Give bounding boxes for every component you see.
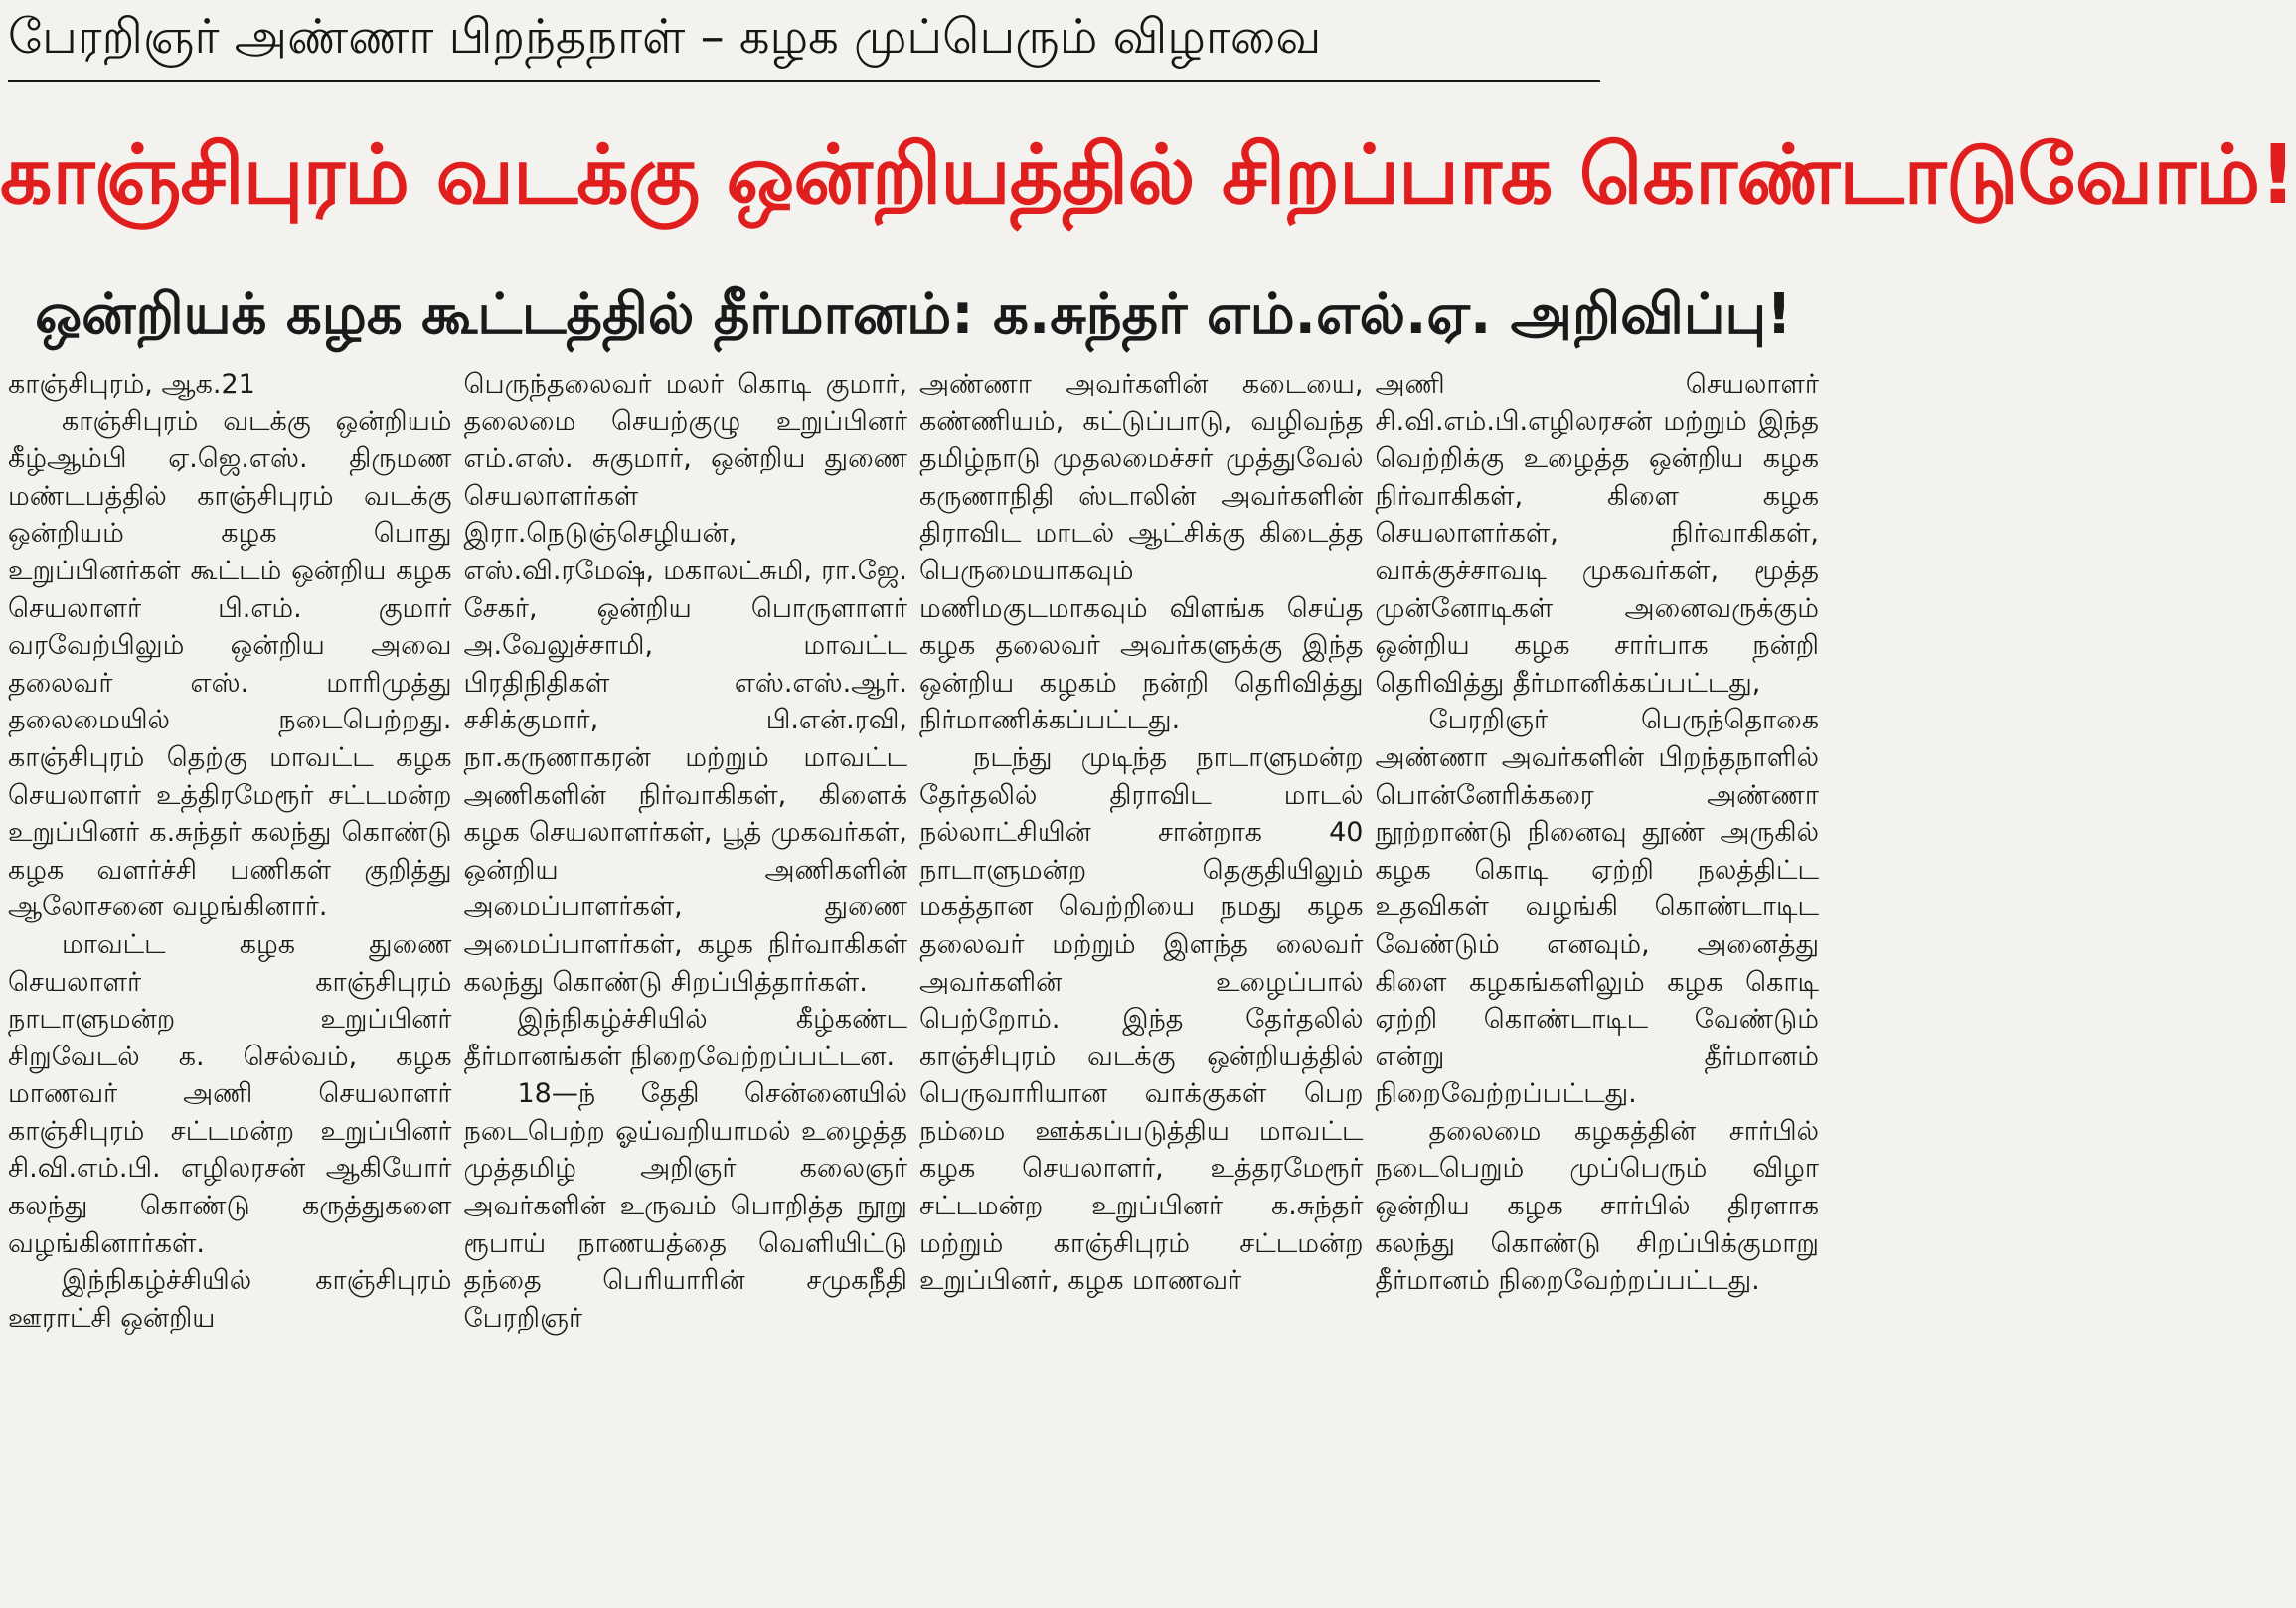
article-paragraph: இந்நிகழ்ச்சியில் கீழ்கண்ட தீர்மானங்கள் நிறைவேற்றப்பட்டன. [463, 1004, 907, 1072]
article-paragraph: தலைமை கழகத்தின் சார்பில் நடைபெறும் முப்பெரும் விழா ஒன்றிய கழக சார்பில் திரளாக கலந்து கொண்டு சிறப்பிக்குமாறு தீர்மானம் நிறைவேற்றப்பட்டது. [1375, 1115, 1819, 1297]
article-body [8, 366, 1819, 1602]
article-paragraph: அண்ணா அவர்களின் கடையை, கண்ணியம், கட்டுப்பாடு, வழிவந்த தமிழ்நாடு முதலமைச்சர் முத்துவேல் கருணாநிதி ஸ்டாலின் அவர்களின் திராவிட மாடல் ஆட்சிக்கு கிடைத்த பெருமையாகவும் மணிமகுடமாகவும் விளங்க செய்த கழக தலைவர் அவர்களுக்கு இந்த ஒன்றிய கழகம் நன்றி தெரிவித்து நிர்மாணிக்கப்பட்டது. [919, 369, 1364, 736]
article-paragraph: காஞ்சிபுரம் வடக்கு ஒன்றியம் கீழ்ஆம்பி ஏ.ஜெ.எஸ். திருமண மண்டபத்தில் காஞ்சிபுரம் வடக்கு ஒன்றியம் கழக பொது உறுப்பினர்கள் கூட்டம் ஒன்றிய கழக செயலாளர் பி.எம். குமார் வரவேற்பிலும் ஒன்றிய அவை தலைவர் எஸ். மாரிமுத்து தலைமையில் நடைபெற்றது. காஞ்சிபுரம் தெற்கு மாவட்ட கழக செயலாளர் உத்திரமேரூர் சட்டமன்ற உறுப்பினர் க.சுந்தர் கலந்து கொண்டு கழக வளர்ச்சி பணிகள் குறித்து ஆலோசனை வழங்கினார். [8, 405, 452, 923]
kicker-underline [8, 80, 1600, 82]
article-column-2 [464, 366, 908, 1602]
article-paragraph: 18—ந் தேதி சென்னையில் நடைபெற்ற ஓய்வறியாமல் உழைத்த முத்தமிழ் அறிஞர் கலைஞர் அவர்களின் உருவம் பொறித்த நூறு ரூபாய் நாணயத்தை வெளியிட்டு தந்தை பெரியாரின் சமுகநீதி பேரறிஞர் [463, 1078, 907, 1334]
article-paragraph: பெருந்தலைவர் மலர் கொடி குமார், தலைமை செயற்குழு உறுப்பினர் எம்.எஸ். சுகுமார், ஒன்றிய துணை செயலாளர்கள் இரா.நெடுஞ்செழியன், எஸ்.வி.ரமேஷ், மகாலட்சுமி, ரா.ஜே. சேகர், ஒன்றிய பொருளாளர் அ.வேலுச்சாமி, மாவட்ட பிரதிநிதிகள் எஸ்.எஸ்.ஆர். சசிக்குமார், பி.என்.ரவி, நா.கருணாகரன் மற்றும் மாவட்ட அணிகளின் நிர்வாகிகள், கிளைக் கழக செயலாளர்கள், பூத் முகவர்கள், ஒன்றிய அணிகளின் அமைப்பாளர்கள், துணை அமைப்பாளர்கள், கழக நிர்வாகிகள் கலந்து கொண்டு சிறப்பித்தார்கள். [463, 369, 907, 998]
article-paragraph: இந்நிகழ்ச்சியில் காஞ்சிபுரம் ஊராட்சி ஒன்றிய [8, 1265, 452, 1334]
dateline: காஞ்சிபுரம், ஆக.21 [8, 369, 255, 400]
article-paragraph: நடந்து முடிந்த நாடாளுமன்ற தேர்தலில் திராவிட மாடல் நல்லாட்சியின் சான்றாக 40 நாடாளுமன்ற தெகுதியிலும் மகத்தான வெற்றியை நமது கழக தலைவர் மற்றும் இளந்த லைவர் அவர்களின் உழைப்பால் பெற்றோம். இந்த தேர்தலில் காஞ்சிபுரம் வடக்கு ஒன்றியத்தில் பெருவாரியான வாக்குகள் பெற நம்மை ஊக்கப்படுத்திய மாவட்ட கழக செயலாளர், உத்தரமேரூர் சட்டமன்ற உறுப்பினர் க.சுந்தர் மற்றும் காஞ்சிபுரம் சட்டமன்ற உறுப்பினர், கழக மாணவர் [919, 741, 1364, 1297]
article-paragraph: மாவட்ட கழக துணை செயலாளர் காஞ்சிபுரம் நாடாளுமன்ற உறுப்பினர் சிறுவேடல் க. செல்வம், கழக மாணவர் அணி செயலாளர் காஞ்சிபுரம் சட்டமன்ற உறுப்பினர் சி.வி.எம்.பி. எழிலரசன் ஆகியோர் கலந்து கொண்டு கருத்துகளை வழங்கினார்கள். [8, 928, 452, 1259]
article-column-3 [919, 366, 1364, 1602]
article-column-4 [1376, 366, 1820, 1602]
article-paragraph: அணி செயலாளர் சி.வி.எம்.பி.எழிலரசன் மற்றும் இந்த வெற்றிக்கு உழைத்த ஒன்றிய கழக நிர்வாகிகள், கிளை கழக செயலாளர்கள், நிர்வாகிகள், வாக்குச்சாவடி முகவர்கள், மூத்த முன்னோடிகள் அனைவருக்கும் ஒன்றிய கழக சார்பாக நன்றி தெரிவித்து தீர்மானிக்கப்பட்டது, [1375, 369, 1819, 699]
kicker-headline: பேரறிஞர் அண்ணா பிறந்தநாள் – கழக முப்பெரும் விழாவை [8, 9, 1322, 65]
subheadline: ஒன்றியக் கழக கூட்டத்தில் தீர்மானம்: க.சுந்தர் எம்.எல்.ஏ. அறிவிப்பு! [35, 282, 1792, 347]
article-column-1 [8, 366, 452, 1602]
main-headline: காஞ்சிபுரம் வடக்கு ஒன்றியத்தில் சிறப்பாக கொண்டாடுவோம்! [0, 128, 2296, 223]
article-paragraph: பேரறிஞர் பெருந்தொகை அண்ணா அவர்களின் பிறந்தநாளில் பொன்னேரிக்கரை அண்ணா நூற்றாண்டு நினைவு தூண் அருகில் கழக கொடி ஏற்றி நலத்திட்ட உதவிகள் வழங்கி கொண்டாடிட வேண்டும் எனவும், அனைத்து கிளை கழகங்களிலும் கழக கொடி ஏற்றி கொண்டாடிட வேண்டும் என்று தீர்மானம் நிறைவேற்றப்பட்டது. [1375, 705, 1819, 1110]
